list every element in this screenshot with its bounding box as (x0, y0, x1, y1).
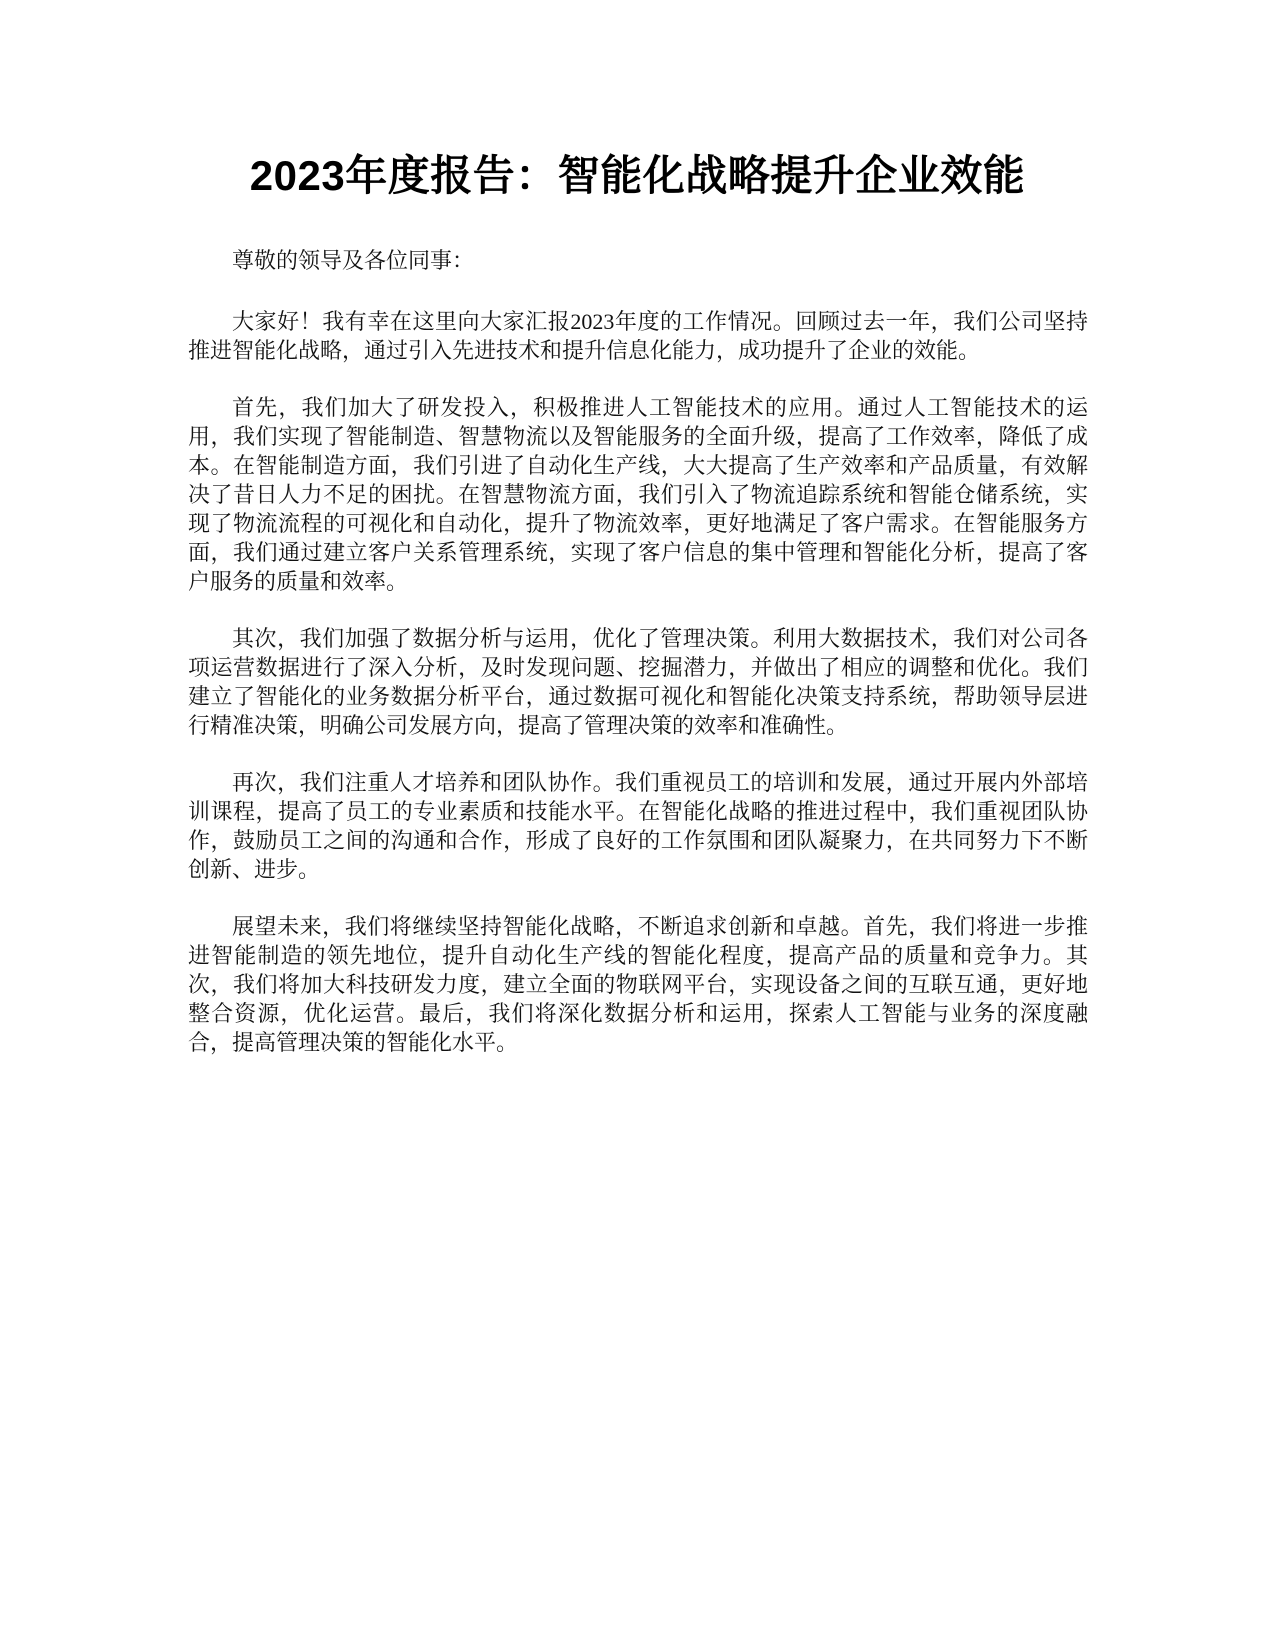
paragraph-data-analysis: 其次，我们加强了数据分析与运用，优化了管理决策。利用大数据技术，我们对公司各项运营数据进行了深入分析，及时发现问题、挖掘潜力，并做出了相应的调整和优化。我们建立了智能化的业务数据分析平台，通过数据可视化和智能化决策支持系统，帮助领导层进行精准决策，明确公司发展方向，提高了管理决策的效率和准确性。 (188, 626, 1088, 738)
paragraph-talent-teamwork: 再次，我们注重人才培养和团队协作。我们重视员工的培训和发展，通过开展内外部培训课程，提高了员工的专业素质和技能水平。在智能化战略的推进过程中，我们重视团队协作，鼓励员工之间的沟通和合作，形成了良好的工作氛围和团队凝聚力，在共同努力下不断创新、进步。 (188, 770, 1088, 882)
document-title: 2023年度报告：智能化战略提升企业效能 (249, 152, 1026, 199)
paragraph-rd-ai: 首先，我们加大了研发投入，积极推进人工智能技术的应用。通过人工智能技术的运用，我们实现了智能制造、智慧物流以及智能服务的全面升级，提高了工作效率，降低了成本。在智能制造方面，我们引进了自动化生产线，大大提高了生产效率和产品质量，有效解决了昔日人力不足的困扰。在智慧物流方面，我们引入了物流追踪系统和智能仓储系统，实现了物流流程的可视化和自动化，提升了物流效率，更好地满足了客户需求。在智能服务方面，我们通过建立客户关系管理系统，实现了客户信息的集中管理和智能化分析，提高了客户服务的质量和效率。 (188, 395, 1088, 594)
paragraph-intro: 大家好！我有幸在这里向大家汇报2023年度的工作情况。回顾过去一年，我们公司坚持推进智能化战略，通过引入先进技术和提升信息化能力，成功提升了企业的效能。 (188, 309, 1088, 363)
salutation: 尊敬的领导及各位同事： (232, 248, 475, 273)
document-body (188, 246, 1088, 1085)
paragraph-outlook: 展望未来，我们将继续坚持智能化战略，不断追求创新和卓越。首先，我们将进一步推进智能制造的领先地位，提升自动化生产线的智能化程度，提高产品的质量和竞争力。其次，我们将加大科技研发力度，建立全面的物联网平台，实现设备之间的互联互通，更好地整合资源，优化运营。最后，我们将深化数据分析和运用，探索人工智能与业务的深度融合，提高管理决策的智能化水平。 (188, 914, 1088, 1055)
